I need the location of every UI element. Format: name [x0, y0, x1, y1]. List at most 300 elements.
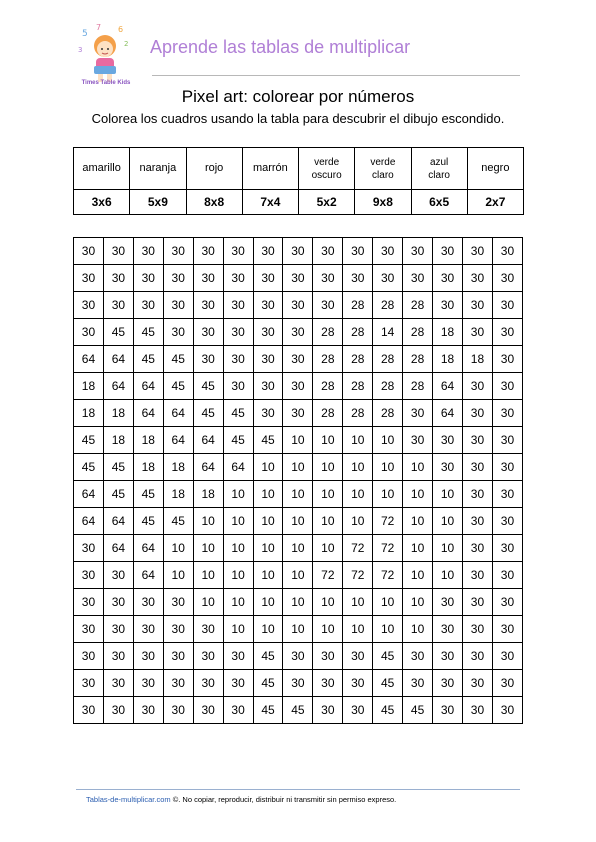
grid-cell[interactable]: 45 — [163, 508, 193, 535]
grid-cell[interactable]: 10 — [253, 562, 283, 589]
grid-cell[interactable]: 14 — [373, 319, 403, 346]
grid-cell[interactable]: 18 — [133, 454, 163, 481]
grid-cell[interactable]: 30 — [223, 643, 253, 670]
color-key-operation-cell: 7x4 — [242, 190, 298, 215]
grid-cell[interactable]: 10 — [283, 562, 313, 589]
grid-cell[interactable]: 30 — [163, 319, 193, 346]
grid-cell[interactable]: 30 — [492, 319, 522, 346]
grid-cell[interactable]: 30 — [403, 265, 433, 292]
svg-text:7: 7 — [96, 23, 102, 32]
grid-cell[interactable]: 28 — [313, 373, 343, 400]
grid-cell[interactable]: 10 — [433, 535, 463, 562]
grid-cell[interactable]: 30 — [373, 265, 403, 292]
grid-cell[interactable]: 30 — [433, 670, 463, 697]
grid-cell[interactable]: 45 — [403, 697, 433, 724]
grid-cell[interactable]: 30 — [313, 265, 343, 292]
grid-cell[interactable]: 64 — [74, 346, 104, 373]
grid-cell[interactable]: 64 — [133, 373, 163, 400]
grid-cell[interactable]: 30 — [74, 319, 104, 346]
grid-cell[interactable]: 30 — [283, 643, 313, 670]
grid-cell[interactable]: 30 — [492, 481, 522, 508]
grid-cell[interactable]: 28 — [373, 346, 403, 373]
grid-cell[interactable]: 30 — [74, 535, 104, 562]
grid-cell[interactable]: 28 — [343, 319, 373, 346]
grid-cell[interactable]: 30 — [403, 238, 433, 265]
grid-cell[interactable]: 45 — [223, 427, 253, 454]
grid-cell[interactable]: 30 — [74, 589, 104, 616]
grid-cell[interactable]: 30 — [492, 265, 522, 292]
grid-row — [74, 346, 523, 373]
grid-cell[interactable]: 45 — [133, 508, 163, 535]
grid-cell[interactable]: 30 — [313, 670, 343, 697]
grid-cell[interactable]: 10 — [163, 535, 193, 562]
grid-cell[interactable]: 30 — [223, 265, 253, 292]
grid-cell[interactable]: 72 — [343, 562, 373, 589]
grid-cell[interactable]: 64 — [223, 454, 253, 481]
grid-cell[interactable]: 30 — [223, 292, 253, 319]
grid-cell[interactable]: 10 — [343, 454, 373, 481]
grid-cell[interactable]: 10 — [433, 508, 463, 535]
grid-cell[interactable]: 30 — [462, 265, 492, 292]
grid-cell[interactable]: 30 — [343, 670, 373, 697]
grid-cell[interactable]: 10 — [403, 508, 433, 535]
grid-cell[interactable]: 30 — [103, 238, 133, 265]
grid-cell[interactable]: 30 — [74, 292, 104, 319]
grid-cell[interactable]: 18 — [462, 346, 492, 373]
grid-cell[interactable]: 18 — [433, 346, 463, 373]
grid-cell[interactable]: 45 — [223, 400, 253, 427]
grid-cell[interactable]: 30 — [253, 292, 283, 319]
grid-cell[interactable]: 28 — [403, 292, 433, 319]
grid-cell[interactable]: 30 — [103, 589, 133, 616]
grid-cell[interactable]: 30 — [283, 319, 313, 346]
color-key-name-cell — [411, 148, 467, 190]
grid-cell[interactable]: 10 — [313, 616, 343, 643]
grid-cell[interactable]: 30 — [283, 400, 313, 427]
grid-cell[interactable]: 30 — [283, 373, 313, 400]
grid-cell[interactable]: 10 — [433, 562, 463, 589]
grid-cell[interactable]: 30 — [313, 292, 343, 319]
color-key-name-line: claro — [372, 169, 394, 181]
grid-cell[interactable]: 30 — [253, 265, 283, 292]
grid-cell[interactable]: 30 — [253, 319, 283, 346]
grid-cell[interactable]: 64 — [433, 373, 463, 400]
grid-cell[interactable]: 10 — [343, 427, 373, 454]
site-title[interactable]: Aprende las tablas de multiplicar — [150, 37, 411, 57]
grid-cell[interactable]: 30 — [433, 427, 463, 454]
grid-cell[interactable]: 10 — [283, 535, 313, 562]
grid-cell[interactable]: 10 — [373, 616, 403, 643]
grid-cell[interactable]: 28 — [373, 400, 403, 427]
grid-cell[interactable]: 10 — [283, 481, 313, 508]
grid-cell[interactable]: 10 — [313, 427, 343, 454]
grid-cell[interactable]: 18 — [133, 427, 163, 454]
grid-cell[interactable]: 30 — [193, 346, 223, 373]
grid-cell[interactable]: 30 — [253, 373, 283, 400]
grid-cell[interactable]: 30 — [103, 670, 133, 697]
grid-cell[interactable]: 30 — [492, 292, 522, 319]
grid-cell[interactable]: 45 — [253, 670, 283, 697]
grid-cell[interactable]: 10 — [253, 481, 283, 508]
color-key-operation-cell: 3x6 — [74, 190, 130, 215]
grid-cell[interactable]: 10 — [403, 562, 433, 589]
grid-cell[interactable]: 30 — [193, 643, 223, 670]
grid-row — [74, 508, 523, 535]
grid-cell[interactable]: 30 — [313, 697, 343, 724]
grid-cell[interactable]: 28 — [313, 400, 343, 427]
grid-cell[interactable]: 28 — [373, 292, 403, 319]
grid-cell[interactable]: 30 — [74, 238, 104, 265]
grid-cell[interactable]: 64 — [193, 454, 223, 481]
grid-cell[interactable]: 30 — [462, 427, 492, 454]
grid-cell[interactable]: 10 — [253, 589, 283, 616]
grid-cell[interactable]: 10 — [193, 589, 223, 616]
grid-cell[interactable]: 30 — [283, 292, 313, 319]
grid-cell[interactable]: 10 — [403, 616, 433, 643]
grid-cell[interactable]: 45 — [193, 400, 223, 427]
grid-cell[interactable]: 30 — [433, 643, 463, 670]
grid-cell[interactable]: 30 — [462, 562, 492, 589]
grid-cell[interactable]: 30 — [343, 643, 373, 670]
grid-cell[interactable]: 30 — [403, 427, 433, 454]
grid-cell[interactable]: 30 — [133, 643, 163, 670]
grid-cell[interactable]: 30 — [133, 670, 163, 697]
grid-cell[interactable]: 30 — [343, 697, 373, 724]
grid-cell[interactable]: 10 — [373, 589, 403, 616]
grid-cell[interactable]: 10 — [223, 589, 253, 616]
grid-cell[interactable]: 10 — [343, 616, 373, 643]
grid-cell[interactable]: 45 — [253, 427, 283, 454]
grid-row — [74, 319, 523, 346]
grid-cell[interactable]: 30 — [133, 589, 163, 616]
grid-cell[interactable]: 28 — [403, 319, 433, 346]
grid-cell[interactable]: 30 — [462, 670, 492, 697]
grid-cell[interactable]: 10 — [283, 508, 313, 535]
grid-cell[interactable]: 30 — [253, 238, 283, 265]
grid-cell[interactable]: 30 — [462, 589, 492, 616]
grid-cell[interactable]: 30 — [462, 697, 492, 724]
header-divider — [152, 75, 520, 76]
grid-cell[interactable]: 72 — [343, 535, 373, 562]
grid-cell[interactable]: 18 — [193, 481, 223, 508]
grid-cell[interactable]: 10 — [253, 454, 283, 481]
grid-cell[interactable]: 30 — [193, 238, 223, 265]
grid-cell[interactable]: 30 — [223, 697, 253, 724]
grid-cell[interactable]: 30 — [103, 697, 133, 724]
grid-cell[interactable]: 10 — [313, 481, 343, 508]
grid-cell[interactable]: 30 — [492, 238, 522, 265]
grid-cell[interactable]: 45 — [74, 454, 104, 481]
grid-row — [74, 427, 523, 454]
grid-cell[interactable]: 10 — [253, 508, 283, 535]
grid-cell[interactable]: 30 — [403, 400, 433, 427]
grid-cell[interactable]: 10 — [343, 481, 373, 508]
grid-cell[interactable]: 64 — [133, 535, 163, 562]
grid-cell[interactable]: 45 — [74, 427, 104, 454]
grid-cell[interactable]: 30 — [343, 238, 373, 265]
grid-cell[interactable]: 64 — [133, 400, 163, 427]
grid-cell[interactable]: 28 — [403, 346, 433, 373]
grid-cell[interactable]: 30 — [163, 265, 193, 292]
grid-cell[interactable]: 10 — [253, 616, 283, 643]
grid-cell[interactable]: 10 — [313, 589, 343, 616]
grid-cell[interactable]: 30 — [133, 616, 163, 643]
grid-cell[interactable]: 10 — [223, 535, 253, 562]
grid-cell[interactable]: 64 — [103, 373, 133, 400]
grid-cell[interactable]: 30 — [433, 238, 463, 265]
grid-cell[interactable]: 30 — [492, 373, 522, 400]
grid-cell[interactable]: 30 — [163, 589, 193, 616]
grid-cell[interactable]: 45 — [103, 454, 133, 481]
grid-cell[interactable]: 30 — [462, 508, 492, 535]
grid-cell[interactable]: 18 — [433, 319, 463, 346]
footer — [86, 795, 396, 804]
grid-cell[interactable]: 45 — [133, 319, 163, 346]
grid-cell[interactable]: 30 — [163, 292, 193, 319]
grid-cell[interactable]: 10 — [223, 481, 253, 508]
grid-cell[interactable]: 30 — [253, 346, 283, 373]
color-key-name-cell — [130, 148, 186, 190]
color-key-operation-cell: 8x8 — [186, 190, 242, 215]
grid-cell[interactable]: 30 — [193, 697, 223, 724]
grid-cell[interactable]: 28 — [313, 319, 343, 346]
grid-cell[interactable]: 30 — [492, 346, 522, 373]
grid-cell[interactable]: 10 — [283, 589, 313, 616]
grid-cell[interactable]: 30 — [403, 643, 433, 670]
grid-cell[interactable]: 45 — [283, 697, 313, 724]
grid-cell[interactable]: 30 — [373, 238, 403, 265]
grid-cell[interactable]: 64 — [74, 481, 104, 508]
grid-cell[interactable]: 10 — [403, 454, 433, 481]
grid-cell[interactable]: 28 — [343, 373, 373, 400]
grid-cell[interactable]: 10 — [403, 481, 433, 508]
grid-cell[interactable]: 10 — [193, 562, 223, 589]
grid-cell[interactable]: 30 — [492, 427, 522, 454]
grid-cell[interactable]: 45 — [193, 373, 223, 400]
grid-cell[interactable]: 64 — [193, 427, 223, 454]
grid-cell[interactable]: 30 — [462, 481, 492, 508]
footer-link[interactable]: Tablas-de-multiplicar.com — [86, 795, 171, 804]
grid-cell[interactable]: 10 — [223, 562, 253, 589]
grid-row — [74, 670, 523, 697]
grid-cell[interactable]: 30 — [103, 616, 133, 643]
grid-cell[interactable]: 30 — [193, 292, 223, 319]
grid-cell[interactable]: 64 — [163, 427, 193, 454]
svg-text:3: 3 — [78, 46, 83, 54]
color-key-names-row — [74, 148, 524, 190]
svg-text:5: 5 — [82, 29, 88, 39]
grid-cell[interactable]: 30 — [193, 319, 223, 346]
grid-cell[interactable]: 28 — [373, 373, 403, 400]
grid-cell[interactable]: 72 — [373, 535, 403, 562]
grid-cell[interactable]: 30 — [133, 265, 163, 292]
grid-cell[interactable]: 72 — [313, 562, 343, 589]
grid-cell[interactable]: 45 — [103, 481, 133, 508]
grid-cell[interactable]: 30 — [103, 643, 133, 670]
grid-cell[interactable]: 45 — [103, 319, 133, 346]
grid-cell[interactable]: 30 — [433, 616, 463, 643]
grid-cell[interactable]: 28 — [403, 373, 433, 400]
grid-cell[interactable]: 28 — [343, 400, 373, 427]
grid-cell[interactable]: 10 — [433, 481, 463, 508]
grid-cell[interactable]: 18 — [103, 427, 133, 454]
grid-cell[interactable]: 64 — [103, 508, 133, 535]
grid-cell[interactable]: 30 — [462, 238, 492, 265]
grid-cell[interactable]: 30 — [163, 616, 193, 643]
grid-cell[interactable]: 30 — [74, 616, 104, 643]
grid-cell[interactable]: 10 — [283, 454, 313, 481]
grid-cell[interactable]: 30 — [492, 670, 522, 697]
grid-cell[interactable]: 30 — [223, 373, 253, 400]
grid-cell[interactable]: 10 — [373, 481, 403, 508]
grid-cell[interactable]: 10 — [193, 508, 223, 535]
grid-cell[interactable]: 30 — [492, 535, 522, 562]
grid-cell[interactable]: 30 — [193, 616, 223, 643]
grid-cell[interactable]: 30 — [74, 697, 104, 724]
grid-cell[interactable]: 30 — [74, 643, 104, 670]
grid-cell[interactable]: 10 — [313, 508, 343, 535]
grid-cell[interactable]: 30 — [74, 670, 104, 697]
grid-cell[interactable]: 30 — [283, 265, 313, 292]
grid-cell[interactable]: 30 — [462, 292, 492, 319]
grid-cell[interactable]: 30 — [163, 643, 193, 670]
grid-cell[interactable]: 45 — [163, 373, 193, 400]
grid-cell[interactable]: 30 — [343, 265, 373, 292]
grid-cell[interactable]: 10 — [223, 616, 253, 643]
grid-cell[interactable]: 30 — [103, 562, 133, 589]
grid-cell[interactable]: 18 — [163, 454, 193, 481]
grid-cell[interactable]: 64 — [103, 346, 133, 373]
grid-cell[interactable]: 18 — [103, 400, 133, 427]
grid-cell[interactable]: 30 — [492, 589, 522, 616]
grid-cell[interactable]: 30 — [433, 454, 463, 481]
grid-cell[interactable]: 30 — [133, 697, 163, 724]
grid-cell[interactable]: 18 — [74, 400, 104, 427]
grid-cell[interactable]: 10 — [283, 616, 313, 643]
grid-cell[interactable]: 30 — [492, 643, 522, 670]
grid-cell[interactable]: 30 — [492, 697, 522, 724]
grid-cell[interactable]: 45 — [253, 643, 283, 670]
grid-cell[interactable]: 30 — [492, 616, 522, 643]
grid-cell[interactable]: 30 — [103, 265, 133, 292]
grid-cell[interactable]: 18 — [74, 373, 104, 400]
grid-cell[interactable]: 30 — [313, 238, 343, 265]
grid-cell[interactable]: 30 — [462, 535, 492, 562]
grid-cell[interactable]: 45 — [163, 346, 193, 373]
color-key-name-cell — [467, 148, 523, 190]
grid-cell[interactable]: 30 — [462, 319, 492, 346]
grid-cell[interactable]: 10 — [313, 454, 343, 481]
grid-row — [74, 589, 523, 616]
color-key-name-cell — [299, 148, 355, 190]
grid-cell[interactable]: 10 — [373, 427, 403, 454]
grid-cell[interactable]: 30 — [433, 697, 463, 724]
grid-cell[interactable]: 30 — [223, 319, 253, 346]
grid-cell[interactable]: 45 — [133, 481, 163, 508]
grid-cell[interactable]: 30 — [433, 265, 463, 292]
color-key-name-line: rojo — [204, 162, 224, 174]
grid-cell[interactable]: 64 — [103, 535, 133, 562]
grid-cell[interactable]: 10 — [343, 508, 373, 535]
grid-row — [74, 643, 523, 670]
grid-cell[interactable]: 30 — [313, 643, 343, 670]
grid-cell[interactable]: 30 — [133, 238, 163, 265]
grid-cell[interactable]: 64 — [163, 400, 193, 427]
grid-cell[interactable]: 64 — [133, 562, 163, 589]
grid-cell[interactable]: 30 — [74, 562, 104, 589]
grid-cell[interactable]: 30 — [433, 589, 463, 616]
grid-cell[interactable]: 45 — [373, 670, 403, 697]
grid-cell[interactable]: 45 — [253, 697, 283, 724]
grid-cell[interactable]: 45 — [373, 643, 403, 670]
grid-cell[interactable]: 30 — [163, 670, 193, 697]
grid-cell[interactable]: 30 — [163, 238, 193, 265]
grid-cell[interactable]: 10 — [253, 535, 283, 562]
grid-cell[interactable]: 30 — [433, 292, 463, 319]
svg-text:6: 6 — [118, 25, 124, 34]
grid-cell[interactable]: 30 — [462, 400, 492, 427]
grid-cell[interactable]: 30 — [462, 643, 492, 670]
grid-cell[interactable]: 30 — [492, 508, 522, 535]
grid-cell[interactable]: 30 — [163, 697, 193, 724]
grid-cell[interactable]: 10 — [343, 589, 373, 616]
grid-cell[interactable]: 30 — [492, 400, 522, 427]
grid-cell[interactable]: 64 — [433, 400, 463, 427]
grid-cell[interactable]: 30 — [492, 562, 522, 589]
grid-cell[interactable]: 10 — [403, 589, 433, 616]
grid-cell[interactable]: 30 — [283, 238, 313, 265]
grid-cell[interactable]: 64 — [74, 508, 104, 535]
color-key-name-line: marrón — [252, 162, 288, 174]
grid-cell[interactable]: 30 — [462, 454, 492, 481]
grid-cell[interactable]: 30 — [133, 292, 163, 319]
grid-cell[interactable]: 30 — [103, 292, 133, 319]
grid-cell[interactable]: 30 — [223, 238, 253, 265]
grid-cell[interactable]: 28 — [343, 292, 373, 319]
grid-cell[interactable]: 10 — [193, 535, 223, 562]
grid-row — [74, 535, 523, 562]
grid-cell[interactable]: 30 — [283, 670, 313, 697]
grid-cell[interactable]: 30 — [403, 670, 433, 697]
grid-cell[interactable]: 30 — [253, 400, 283, 427]
grid-cell[interactable]: 18 — [163, 481, 193, 508]
grid-cell[interactable]: 28 — [343, 346, 373, 373]
grid-cell[interactable]: 30 — [223, 670, 253, 697]
color-key-name-line: oscuro — [311, 169, 342, 181]
grid-cell[interactable]: 45 — [133, 346, 163, 373]
grid-cell[interactable]: 30 — [193, 265, 223, 292]
grid-cell[interactable]: 10 — [403, 535, 433, 562]
grid-cell[interactable]: 30 — [283, 346, 313, 373]
grid-cell[interactable]: 30 — [223, 346, 253, 373]
grid-cell[interactable]: 30 — [462, 373, 492, 400]
grid-cell[interactable]: 30 — [193, 670, 223, 697]
grid-cell[interactable]: 30 — [492, 454, 522, 481]
grid-cell[interactable]: 10 — [373, 454, 403, 481]
grid-cell[interactable]: 30 — [74, 265, 104, 292]
grid-cell[interactable]: 10 — [283, 427, 313, 454]
grid-cell[interactable]: 72 — [373, 508, 403, 535]
grid-cell[interactable]: 30 — [462, 616, 492, 643]
instructions: Colorea los cuadros usando la tabla para descubrir el dibujo escondido. — [91, 111, 505, 126]
grid-cell[interactable]: 10 — [313, 535, 343, 562]
grid-row — [74, 481, 523, 508]
grid-cell[interactable]: 10 — [163, 562, 193, 589]
grid-cell[interactable]: 10 — [223, 508, 253, 535]
grid-cell[interactable]: 45 — [373, 697, 403, 724]
grid-cell[interactable]: 72 — [373, 562, 403, 589]
grid-cell[interactable]: 28 — [313, 346, 343, 373]
